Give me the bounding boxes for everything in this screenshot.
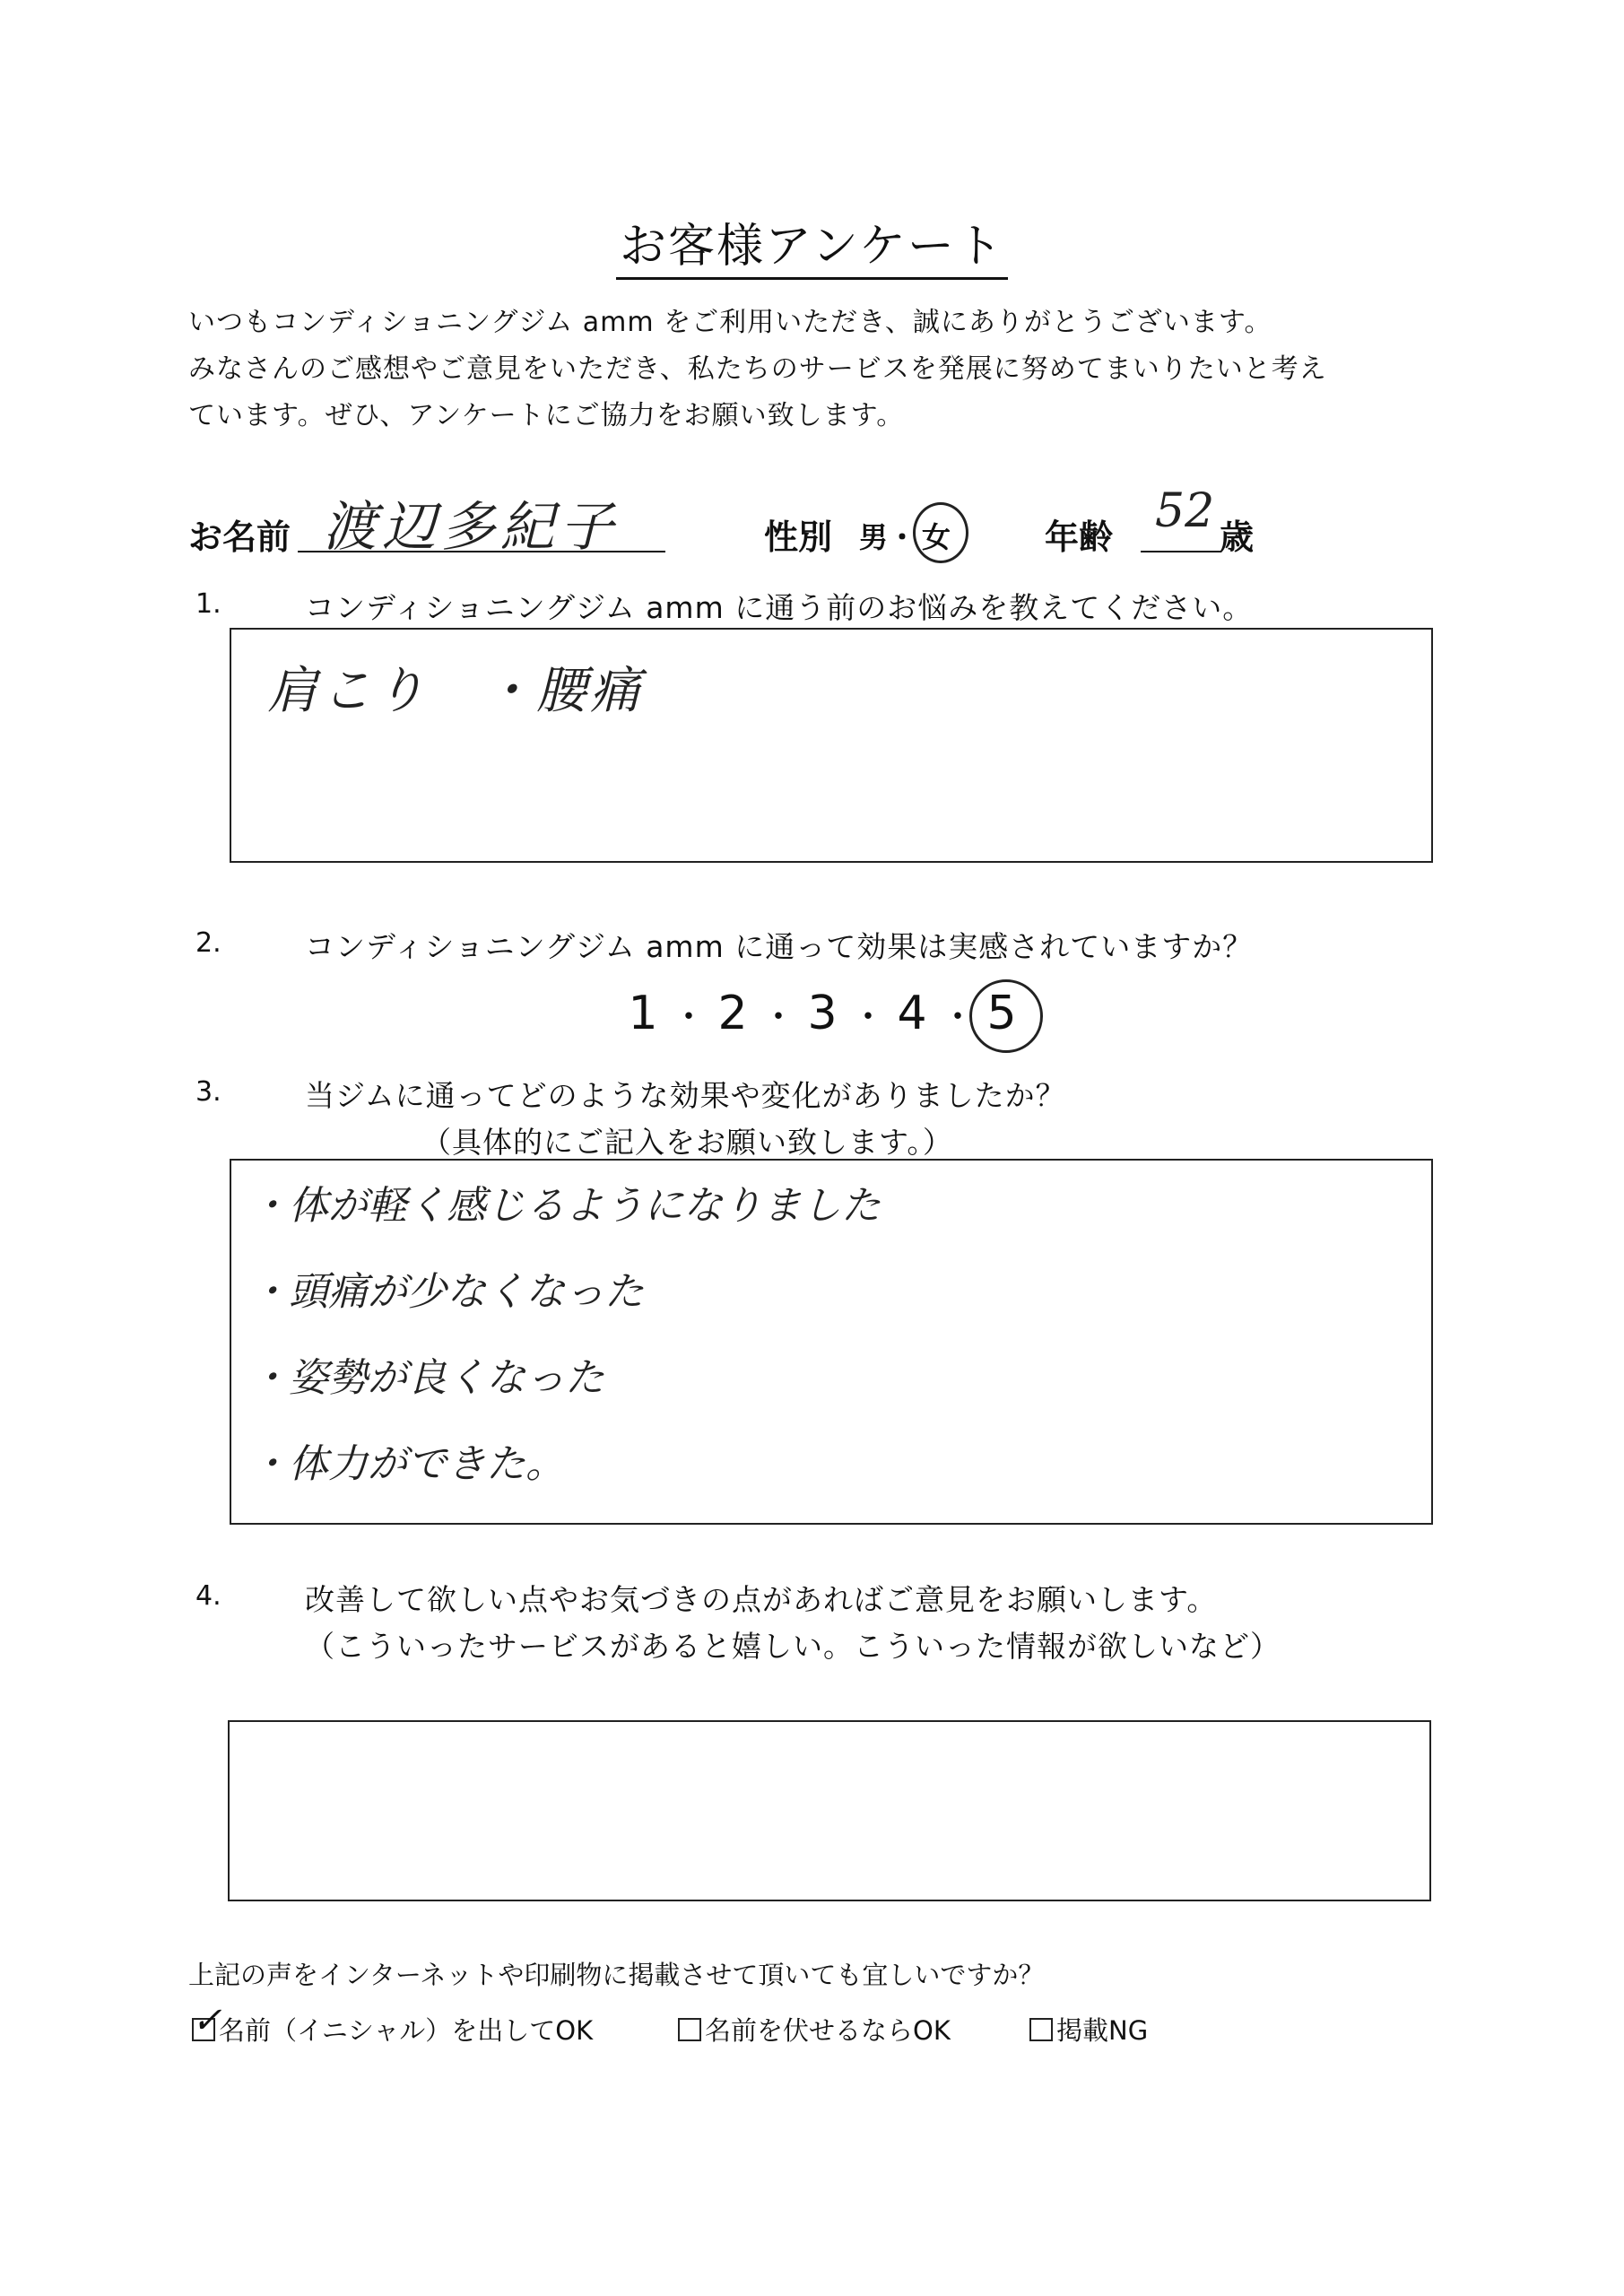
- q1-text: コンディショニングジム amm に通う前のお悩みを教えてください。: [305, 590, 1254, 625]
- name-value[interactable]: 渡辺多紀子: [323, 496, 619, 559]
- gender-separator: ・: [888, 520, 917, 554]
- q2-text: コンディショニングジム amm に通って効果は実感されていますか？: [305, 929, 1254, 964]
- gender-female[interactable]: 女: [922, 520, 951, 554]
- q1-answer: 肩こり ・腰痛: [267, 662, 644, 720]
- q3-answer-line-3: ・姿勢が良くなった: [249, 1355, 604, 1401]
- q4-text: 改善して欲しい点やお気づきの点があればご意見をお願いします。: [305, 1582, 1218, 1617]
- checkbox-icon[interactable]: [678, 2018, 701, 2041]
- age-underline: [1141, 551, 1221, 552]
- name-underline: [298, 551, 665, 552]
- consent-option-2[interactable]: [678, 2011, 951, 2048]
- q4-number: 4.: [195, 1580, 221, 1612]
- intro-line-1: いつもコンディショニングジム amm をご利用いただき、誠にありがとうございます。: [188, 307, 1272, 338]
- consent-option-3-label: 掲載NG: [1056, 2015, 1149, 2046]
- q4-answer-box[interactable]: [228, 1720, 1431, 1901]
- gender-male[interactable]: 男: [859, 520, 889, 554]
- q3-answer-line-4: ・体力ができた。: [249, 1441, 565, 1487]
- consent-option-1[interactable]: [192, 2000, 594, 2048]
- q3-answer-line-1: ・体が軽く感じるようになりました: [249, 1183, 881, 1229]
- q3-text: 当ジムに通ってどのような効果や変化がありましたか？: [305, 1078, 1066, 1113]
- q3-answer-line-2: ・頭痛が少なくなった: [249, 1269, 644, 1315]
- rating-separator: ・: [940, 996, 979, 1038]
- q1-answer-box[interactable]: [230, 628, 1433, 863]
- age-unit: 歳: [1220, 517, 1255, 557]
- consent-option-3[interactable]: [1029, 2011, 1148, 2048]
- age-value[interactable]: 52: [1155, 484, 1215, 538]
- q1-number: 1.: [195, 588, 221, 620]
- intro-line-3: ています。ぜひ、アンケートにご協力をお願い致します。: [188, 400, 905, 431]
- q3-number: 3.: [195, 1076, 221, 1108]
- rating-5[interactable]: 5: [986, 987, 1020, 1040]
- age-label: 年齢: [1045, 517, 1114, 557]
- checkbox-icon[interactable]: [192, 2000, 222, 2041]
- q3-subtext: （具体的にご記入をお願い致します。）: [421, 1125, 953, 1160]
- q3-answer-box[interactable]: [230, 1159, 1433, 1525]
- gender-female-circle: [913, 502, 968, 563]
- q2-rating-scale: [619, 987, 1029, 1040]
- checkbox-icon[interactable]: [1029, 2018, 1053, 2041]
- gender-label: 性別: [764, 517, 833, 557]
- consent-option-1-label: 名前（イニシャル）を出してOK: [219, 2015, 594, 2046]
- rating-selected-circle: [969, 979, 1043, 1053]
- page-title: [0, 208, 1624, 275]
- check-mark-icon: ✓: [192, 2000, 222, 2041]
- name-label: お名前: [188, 517, 291, 557]
- rating-separator: ・: [671, 996, 710, 1038]
- rating-2[interactable]: 2: [717, 987, 751, 1040]
- page-title-text: お客様アンケート: [616, 220, 1008, 280]
- rating-1[interactable]: 1: [628, 987, 662, 1040]
- q4-subtext: （こういったサービスがあると嬉しい。こういった情報が欲しいなど）: [305, 1629, 1281, 1664]
- rating-4[interactable]: 4: [897, 987, 931, 1040]
- rating-separator: ・: [850, 996, 890, 1038]
- rating-separator: ・: [760, 996, 800, 1038]
- consent-option-2-label: 名前を伏せるならOK: [705, 2015, 951, 2046]
- intro-line-2: みなさんのご感想やご意見をいただき、私たちのサービスを発展に努めてまいりたいと考え: [188, 353, 1327, 385]
- rating-3[interactable]: 3: [807, 987, 841, 1040]
- consent-question: 上記の声をインターネットや印刷物に掲載させて頂いても宜しいですか？: [188, 1960, 1045, 1990]
- q2-number: 2.: [195, 927, 221, 959]
